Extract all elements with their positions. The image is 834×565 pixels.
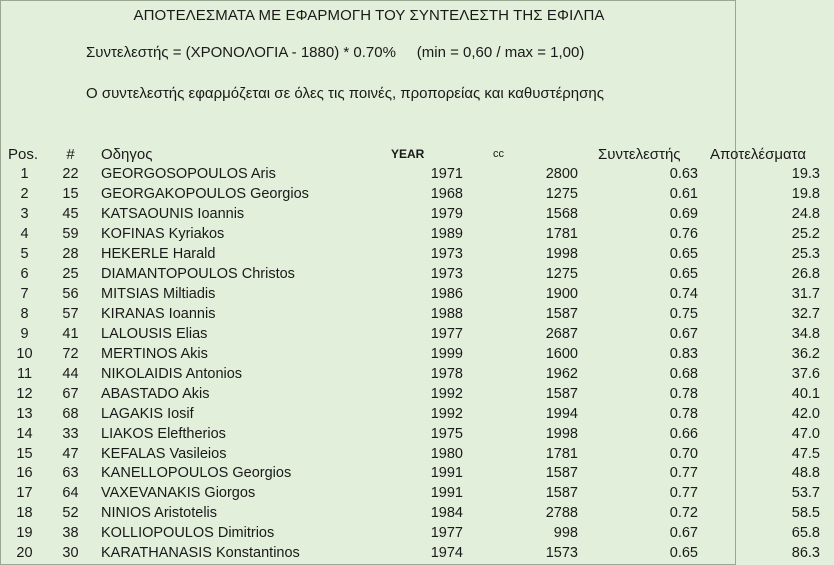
- cell-coefficient: 0.65: [669, 266, 698, 283]
- table-row: [1, 404, 834, 424]
- cell-year: 1991: [430, 465, 463, 482]
- cell-driver: ABASTADO Akis: [101, 385, 210, 402]
- cell-pos: 16: [16, 465, 33, 482]
- cell-driver: GEORGOSOPOULOS Aris: [101, 166, 276, 183]
- cell-result: 24.8: [791, 206, 820, 223]
- table-row: [1, 324, 834, 344]
- cell-pos: 7: [20, 286, 29, 303]
- cell-number: 47: [62, 445, 79, 462]
- cell-coefficient: 0.74: [669, 286, 698, 303]
- cell-driver: NIKOLAIDIS Antonios: [101, 365, 243, 382]
- cell-number: 15: [62, 186, 79, 203]
- cell-number: 45: [62, 206, 79, 223]
- cell-coefficient: 0.69: [669, 206, 698, 223]
- cell-coefficient: 0.66: [669, 425, 698, 442]
- table-row: [1, 285, 834, 305]
- cell-number: 72: [62, 345, 79, 362]
- cell-driver: NINIOS Aristotelis: [101, 505, 218, 522]
- cell-cc: 1587: [545, 465, 578, 482]
- cell-pos: 1: [20, 166, 29, 183]
- cell-coefficient: 0.83: [669, 345, 698, 362]
- cell-cc: 1998: [545, 246, 578, 263]
- cell-pos: 18: [16, 505, 33, 522]
- cell-pos: 8: [20, 305, 29, 322]
- cell-year: 1988: [430, 305, 463, 322]
- cell-cc: 1573: [545, 545, 578, 562]
- cell-coefficient: 0.63: [669, 166, 698, 183]
- cell-result: 36.2: [791, 345, 820, 362]
- cell-result: 31.7: [791, 286, 820, 303]
- cell-number: 52: [62, 505, 79, 522]
- table-row: [1, 225, 834, 245]
- cell-driver: KEFALAS Vasileios: [101, 445, 227, 462]
- cell-result: 19.8: [791, 186, 820, 203]
- cell-result: 48.8: [791, 465, 820, 482]
- cell-year: 1979: [430, 206, 463, 223]
- cell-pos: 13: [16, 405, 33, 422]
- header-pos: Pos.: [8, 146, 39, 164]
- cell-cc: 1587: [545, 385, 578, 402]
- cell-cc: 1962: [545, 365, 578, 382]
- cell-driver: KANELLOPOULOS Georgios: [101, 465, 292, 482]
- table-row: [1, 524, 834, 544]
- table-row: [1, 384, 834, 404]
- table-row: [1, 344, 834, 364]
- cell-cc: 1275: [545, 266, 578, 283]
- cell-cc: 2800: [545, 166, 578, 183]
- cell-result: 26.8: [791, 266, 820, 283]
- cell-coefficient: 0.76: [669, 226, 698, 243]
- table-row: [1, 424, 834, 444]
- cell-cc: 1998: [545, 425, 578, 442]
- cell-pos: 14: [16, 425, 33, 442]
- header-row: [1, 145, 834, 165]
- cell-driver: KIRANAS Ioannis: [101, 305, 216, 322]
- cell-year: 1992: [430, 405, 463, 422]
- header-coefficient: Συντελεστής: [598, 146, 681, 164]
- cell-result: 58.5: [791, 505, 820, 522]
- cell-number: 56: [62, 286, 79, 303]
- cell-coefficient: 0.78: [669, 385, 698, 402]
- cell-driver: LIAKOS Eleftherios: [101, 425, 226, 442]
- cell-result: 47.5: [791, 445, 820, 462]
- cell-driver: KOLLIOPOULOS Dimitrios: [101, 525, 275, 542]
- cell-coefficient: 0.75: [669, 305, 698, 322]
- cell-result: 37.6: [791, 365, 820, 382]
- table-row: [1, 305, 834, 325]
- cell-year: 1984: [430, 505, 463, 522]
- table-row: [1, 504, 834, 524]
- cell-result: 25.3: [791, 246, 820, 263]
- table-row: [1, 245, 834, 265]
- table-row: [1, 444, 834, 464]
- cell-coefficient: 0.67: [669, 525, 698, 542]
- cell-coefficient: 0.78: [669, 405, 698, 422]
- cell-result: 25.2: [791, 226, 820, 243]
- cell-cc: 1587: [545, 485, 578, 502]
- table-row: [1, 544, 834, 564]
- cell-year: 1971: [430, 166, 463, 183]
- cell-pos: 20: [16, 545, 33, 562]
- cell-number: 64: [62, 485, 79, 502]
- cell-driver: MITSIAS Miltiadis: [101, 286, 216, 303]
- header-cc: cc: [493, 148, 504, 161]
- cell-coefficient: 0.70: [669, 445, 698, 462]
- table-row: [1, 484, 834, 504]
- cell-result: 19.3: [791, 166, 820, 183]
- cell-result: 34.8: [791, 325, 820, 342]
- cell-number: 59: [62, 226, 79, 243]
- coefficient-note: Ο συντελεστής εφαρμόζεται σε όλες τις ποινές, προπορείας και καθυστέρησης: [86, 85, 604, 102]
- page-title: ΑΠΟΤΕΛΕΣΜΑΤΑ ΜΕ ΕΦΑΡΜΟΓΗ ΤΟΥ ΣΥΝΤΕΛΕΣΤΗ ΤΗΣ ΕΦΙΛΠΑ: [133, 7, 605, 24]
- cell-year: 1974: [430, 545, 463, 562]
- cell-number: 33: [62, 425, 79, 442]
- cell-cc: 2788: [545, 505, 578, 522]
- cell-pos: 6: [20, 266, 29, 283]
- cell-driver: KOFINAS Kyriakos: [101, 226, 225, 243]
- coefficient-formula: Συντελεστής = (ΧΡΟΝΟΛΟΓΙΑ - 1880) * 0.70% (min = 0,60 / max = 1,00): [86, 44, 585, 61]
- cell-pos: 12: [16, 385, 33, 402]
- cell-year: 1968: [430, 186, 463, 203]
- results-table: [1, 145, 834, 564]
- cell-coefficient: 0.77: [669, 465, 698, 482]
- table-row: [1, 185, 834, 205]
- cell-year: 1975: [430, 425, 463, 442]
- cell-year: 1977: [430, 325, 463, 342]
- cell-year: 1991: [430, 485, 463, 502]
- cell-pos: 11: [16, 365, 33, 382]
- cell-driver: LALOUSIS Elias: [101, 325, 208, 342]
- cell-result: 86.3: [791, 545, 820, 562]
- cell-coefficient: 0.68: [669, 365, 698, 382]
- cell-pos: 17: [16, 485, 33, 502]
- header-driver: Οδηγος: [101, 146, 153, 164]
- cell-coefficient: 0.65: [669, 246, 698, 263]
- cell-pos: 2: [20, 186, 29, 203]
- cell-pos: 15: [16, 445, 33, 462]
- table-row: [1, 464, 834, 484]
- cell-driver: GEORGAKOPOULOS Georgios: [101, 186, 309, 203]
- cell-cc: 1900: [545, 286, 578, 303]
- cell-cc: 1568: [545, 206, 578, 223]
- cell-result: 47.0: [791, 425, 820, 442]
- cell-driver: HEKERLE Harald: [101, 246, 216, 263]
- cell-coefficient: 0.77: [669, 485, 698, 502]
- cell-result: 53.7: [791, 485, 820, 502]
- cell-driver: KATSAOUNIS Ioannis: [101, 206, 245, 223]
- cell-cc: 1994: [545, 405, 578, 422]
- cell-number: 22: [62, 166, 79, 183]
- table-row: [1, 364, 834, 384]
- cell-result: 32.7: [791, 305, 820, 322]
- table-row: [1, 265, 834, 285]
- cell-cc: 1781: [545, 445, 578, 462]
- table-row: [1, 205, 834, 225]
- cell-year: 1989: [430, 226, 463, 243]
- cell-year: 1992: [430, 385, 463, 402]
- cell-coefficient: 0.65: [669, 545, 698, 562]
- cell-cc: 1587: [545, 305, 578, 322]
- cell-pos: 4: [20, 226, 29, 243]
- cell-coefficient: 0.72: [669, 505, 698, 522]
- cell-number: 44: [62, 365, 79, 382]
- cell-number: 28: [62, 246, 79, 263]
- cell-coefficient: 0.67: [669, 325, 698, 342]
- cell-number: 38: [62, 525, 79, 542]
- cell-year: 1978: [430, 365, 463, 382]
- cell-cc: 1781: [545, 226, 578, 243]
- cell-year: 1973: [430, 266, 463, 283]
- cell-number: 25: [62, 266, 79, 283]
- cell-year: 1977: [430, 525, 463, 542]
- cell-year: 1973: [430, 246, 463, 263]
- cell-cc: 1600: [545, 345, 578, 362]
- cell-number: 41: [62, 325, 79, 342]
- cell-number: 67: [62, 385, 79, 402]
- cell-driver: VAXEVANAKIS Giorgos: [101, 485, 256, 502]
- cell-cc: 998: [553, 525, 578, 542]
- table-row: [1, 165, 834, 185]
- header-year: YEAR: [391, 147, 425, 162]
- cell-number: 68: [62, 405, 79, 422]
- cell-pos: 19: [16, 525, 33, 542]
- cell-cc: 1275: [545, 186, 578, 203]
- cell-driver: DIAMANTOPOULOS Christos: [101, 266, 295, 283]
- cell-pos: 9: [20, 325, 29, 342]
- cell-driver: MERTINOS Akis: [101, 345, 208, 362]
- cell-pos: 3: [20, 206, 29, 223]
- cell-coefficient: 0.61: [669, 186, 698, 203]
- header-number: #: [66, 146, 75, 164]
- cell-number: 30: [62, 545, 79, 562]
- header-result: Αποτελέσματα: [710, 146, 807, 164]
- cell-pos: 10: [16, 345, 33, 362]
- cell-result: 40.1: [791, 385, 820, 402]
- cell-pos: 5: [20, 246, 29, 263]
- cell-result: 65.8: [791, 525, 820, 542]
- cell-number: 63: [62, 465, 79, 482]
- cell-result: 42.0: [791, 405, 820, 422]
- cell-year: 1986: [430, 286, 463, 303]
- cell-year: 1980: [430, 445, 463, 462]
- cell-cc: 2687: [545, 325, 578, 342]
- cell-driver: KARATHANASIS Konstantinos: [101, 545, 300, 562]
- cell-driver: LAGAKIS Iosif: [101, 405, 194, 422]
- cell-year: 1999: [430, 345, 463, 362]
- cell-number: 57: [62, 305, 79, 322]
